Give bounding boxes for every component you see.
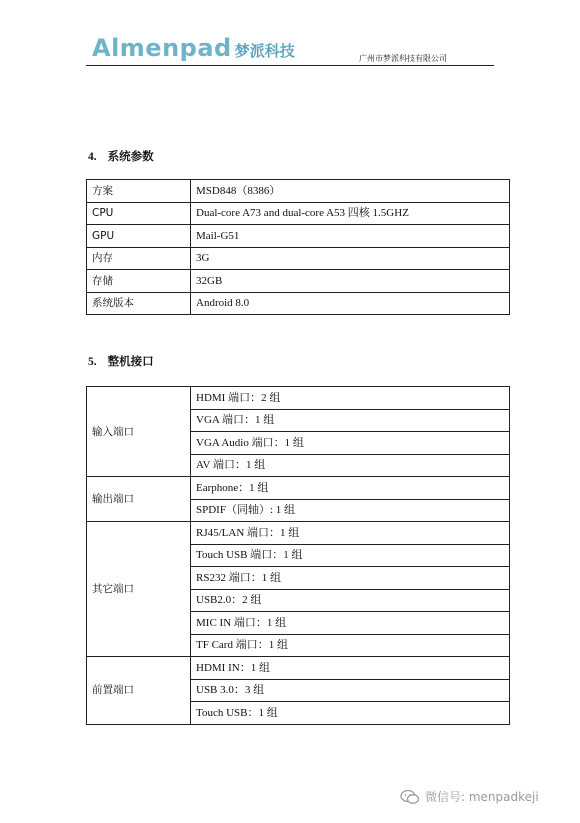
section-title-system-params [88, 148, 154, 164]
section-number: 4. [88, 151, 97, 163]
port-item: Earphone：1 组 [191, 477, 510, 500]
table-row [87, 270, 510, 293]
logo [92, 34, 295, 62]
param-label: 存储 [87, 270, 191, 293]
param-value: Dual-core A73 and dual-core A53 四核 1.5GHZ [191, 202, 510, 225]
company-name: 广州市梦派科技有限公司 [359, 54, 447, 63]
table-row [87, 225, 510, 248]
watermark [400, 788, 539, 805]
section-heading: 整机接口 [107, 354, 154, 368]
port-item: MIC IN 端口：1 组 [191, 612, 510, 635]
table-row [87, 522, 510, 545]
system-params-table [86, 179, 510, 315]
port-item: VGA Audio 端口：1 组 [191, 432, 510, 455]
section-title-interfaces [88, 353, 154, 369]
param-label: CPU [87, 202, 191, 225]
port-item: HDMI IN：1 组 [191, 657, 510, 680]
param-label: GPU [87, 225, 191, 248]
table-row [87, 292, 510, 315]
table-row [87, 247, 510, 270]
param-label: 内存 [87, 247, 191, 270]
param-value: Android 8.0 [191, 292, 510, 315]
interfaces-table [86, 386, 510, 725]
param-value: 3G [191, 247, 510, 270]
table-row [87, 387, 510, 410]
header-divider [86, 65, 494, 66]
param-label: 系统版本 [87, 292, 191, 315]
port-group-label: 前置端口 [87, 657, 191, 725]
port-item: AV 端口：1 组 [191, 454, 510, 477]
port-group-label: 输入端口 [87, 387, 191, 477]
watermark-text: 微信号: menpadkeji [425, 790, 539, 804]
section-number: 5. [88, 356, 97, 368]
param-value: Mail-G51 [191, 225, 510, 248]
port-group-label: 输出端口 [87, 477, 191, 522]
logo-text-en: Almenpad [92, 34, 232, 62]
param-label: 方案 [87, 180, 191, 203]
param-value: 32GB [191, 270, 510, 293]
logo-text-cn: 梦派科技 [234, 42, 295, 60]
port-item: HDMI 端口：2 组 [191, 387, 510, 410]
table-row [87, 657, 510, 680]
port-item: RJ45/LAN 端口：1 组 [191, 522, 510, 545]
port-group-label: 其它端口 [87, 522, 191, 657]
port-item: RS232 端口：1 组 [191, 567, 510, 590]
port-item: TF Card 端口：1 组 [191, 634, 510, 657]
wechat-icon [400, 789, 420, 805]
table-row [87, 202, 510, 225]
port-item: USB 3.0：3 组 [191, 679, 510, 702]
section-heading: 系统参数 [107, 149, 154, 163]
port-item: Touch USB 端口：1 组 [191, 544, 510, 567]
port-item: SPDIF（同轴）: 1 组 [191, 499, 510, 522]
port-item: USB2.0：2 组 [191, 589, 510, 612]
port-item: Touch USB：1 组 [191, 702, 510, 725]
table-row [87, 180, 510, 203]
param-value: MSD848（8386） [191, 180, 510, 203]
table-row [87, 477, 510, 500]
port-item: VGA 端口：1 组 [191, 409, 510, 432]
